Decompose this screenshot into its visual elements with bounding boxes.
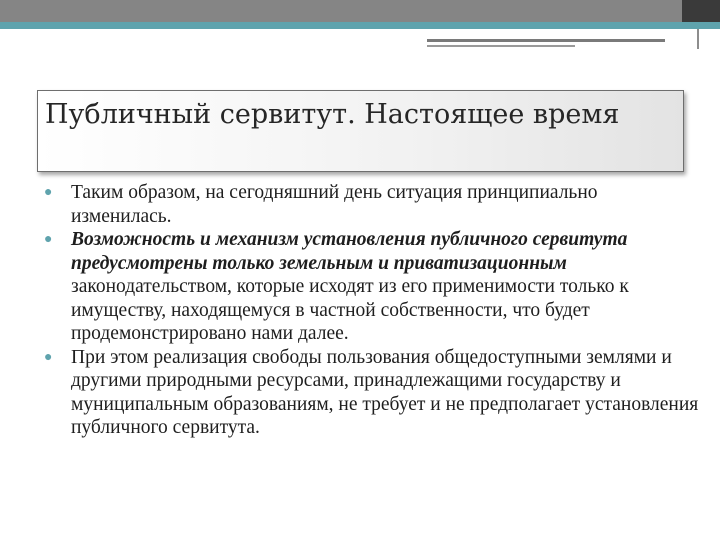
bullet-item: [44, 181, 700, 228]
decorative-line: [427, 45, 575, 47]
bullet-text: законодательством, которые исходят из его применимости только к имуществу, находящемуся в частной собственности, что будет продемонстрировано нами далее.: [71, 276, 629, 344]
decorative-vertical-line: [697, 29, 699, 49]
bullet-dot-icon: ●: [44, 349, 53, 365]
top-header-corner-block: [682, 0, 720, 22]
bullet-dot-icon: ●: [44, 185, 53, 200]
decorative-line: [427, 39, 665, 42]
bullet-item: [44, 346, 700, 440]
bullet-item: [44, 228, 700, 346]
bullet-emphasis-text: Возможность и механизм установления публичного сервитута предусмотрены только земельным и приватизационным: [71, 229, 628, 274]
bullet-text: Таким образом, на сегодняшний день ситуация принципиально изменилась.: [71, 182, 598, 227]
top-header-bar: [0, 0, 682, 22]
bullet-list: [44, 181, 700, 440]
title-box: [37, 90, 684, 172]
bullet-text: При этом реализация свободы пользования общедоступными землями и другими природными ресурсами, принадлежащими государству и муниципальным образованиям, не требует и не предполагает установления публичного сервитута.: [71, 346, 699, 438]
bullet-dot-icon: ●: [44, 232, 53, 247]
slide-title: Публичный сервитут. Настоящее время: [45, 99, 620, 130]
accent-stripe: [0, 22, 720, 29]
